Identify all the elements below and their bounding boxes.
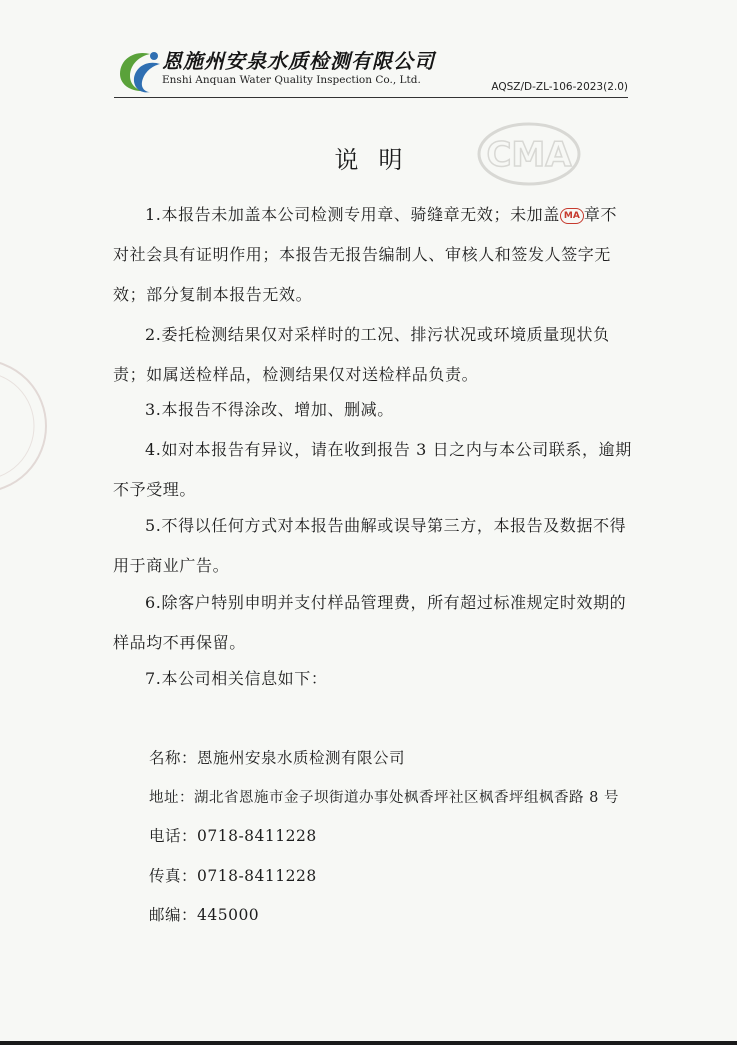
contact-address: 地址：湖北省恩施市金子坝街道办事处枫香坪社区枫香坪组枫香路 8 号 — [149, 790, 619, 806]
report-header — [114, 44, 634, 100]
clause-3: 3.本报告不得涂改、增加、删减。 — [145, 400, 394, 419]
company-name-en: Enshi Anquan Water Quality Inspection Co., Ltd. — [162, 74, 421, 86]
clause-7: 7.本公司相关信息如下： — [145, 669, 328, 688]
contact-phone: 电话：0718-8411228 — [149, 827, 317, 845]
page-title: 说明 — [334, 146, 423, 174]
clause-5: 5.不得以任何方式对本报告曲解或误导第三方，本报告及数据不得用于商业广告。 — [113, 516, 627, 575]
faint-seal-lettering: CMA — [486, 135, 572, 175]
clause-1-text-b: 章不对社会具有证明作用；本报告无报告编制人、审核人和签发人签字无效；部分复制本报告无效。 — [113, 205, 618, 304]
company-logo-icon — [114, 44, 166, 96]
document-code: AQSZ/D-ZL-106-2023(2.0) — [491, 81, 628, 93]
ma-mark-icon: MA — [560, 208, 584, 224]
clause-6: 6.除客户特别申明并支付样品管理费，所有超过标准规定时效期的样品均不再保留。 — [113, 593, 627, 652]
clause-4: 4.如对本报告有异议，请在收到报告 3 日之内与本公司联系，逾期不予受理。 — [113, 440, 632, 499]
contact-postcode: 邮编：445000 — [149, 906, 260, 924]
page-bottom-edge — [0, 1041, 737, 1045]
clause-2: 2.委托检测结果仅对采样时的工况、排污状况或环境质量现状负责；如属送检样品，检测结果仅对送检样品负责。 — [113, 325, 610, 384]
company-name-cn: 恩施州安泉水质检测有限公司 — [162, 49, 435, 73]
header-divider — [114, 97, 628, 98]
contact-name: 名称：恩施州安泉水质检测有限公司 — [149, 749, 406, 767]
clause-1 — [113, 195, 633, 315]
contact-fax: 传真：0718-8411228 — [149, 867, 317, 885]
edge-seal-mark — [0, 356, 52, 496]
clause-1-text-a: 1.本报告未加盖本公司检测专用章、骑缝章无效；未加盖 — [145, 205, 560, 224]
